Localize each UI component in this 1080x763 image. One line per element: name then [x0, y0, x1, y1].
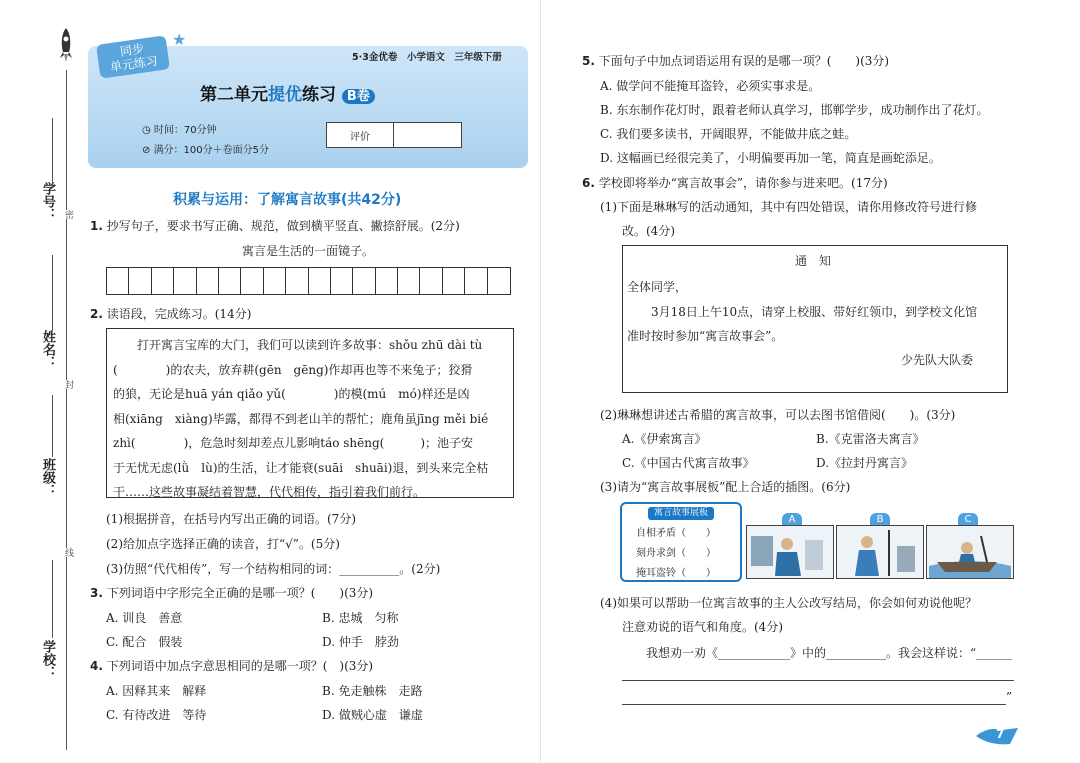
q5-number: 5.	[582, 54, 595, 68]
q6-sub2-option-b[interactable]: B.《克雷洛夫寓言》	[816, 432, 925, 446]
q6-sub4-prompt: 我想劝一劝《____________》中的__________。我会这样说：“______	[646, 646, 1013, 660]
passage-line: 的狼，无论是huā yán qiǎo yǔ( )的模(mú mó)样还是凶	[113, 387, 470, 401]
q4-text: 下列词语中加点字意思相同的是哪一项？( )(3分)	[106, 659, 374, 673]
score-text: 满分：100分＋卷面分5分	[153, 145, 270, 156]
section-title: 积累与运用：了解寓言故事(共42分)	[173, 192, 402, 208]
time-text: 时间：70分钟	[153, 125, 217, 136]
q4-option-a[interactable]: A. 因释其来 解释	[106, 684, 207, 698]
q2-text: 读语段，完成练习。(14分)	[106, 307, 252, 321]
q3-option-c[interactable]: C. 配合 假装	[106, 635, 183, 649]
passage-line: ( )的农夫，放弃耕(gēn gēng)作却再也等不来兔子；狡猾	[113, 362, 473, 377]
evaluation-label: 评价	[327, 123, 394, 147]
answer-line-2[interactable]	[622, 704, 1006, 705]
picture-label-a: A	[782, 513, 802, 527]
q6-sub2: (2)琳琳想讲述古希腊的寓言故事，可以去图书馆借阅( )。(3分)	[600, 408, 956, 422]
seal-word-3: 线	[63, 548, 73, 557]
clock-icon: ◷	[142, 125, 154, 136]
check-circle-icon: ⊘	[142, 145, 154, 156]
title-part1: 第二单元	[200, 85, 268, 105]
q1-number: 1.	[90, 219, 103, 233]
class-line	[52, 395, 53, 457]
page-title	[200, 80, 375, 105]
q6-text: 学校即将举办“寓言故事会”，请你参与进来吧。(17分)	[598, 176, 888, 190]
tag-line-2: 单元练习	[109, 53, 159, 75]
q4-option-c[interactable]: C. 有待改进 等待	[106, 708, 207, 722]
q2-prompt	[90, 305, 251, 322]
page-fold-divider	[540, 0, 541, 763]
name-label: 姓名：	[40, 330, 55, 369]
q3-option-b[interactable]: B. 忠城 匀称	[322, 611, 399, 625]
name-line	[52, 255, 53, 330]
q5-option-d[interactable]: D. 这幅画已经很完美了，小明偏要再加一笔，简直是画蛇添足。	[600, 151, 941, 165]
class-label: 班级：	[40, 458, 55, 497]
activity-notice	[622, 245, 1008, 393]
b-paper-badge: B卷	[342, 89, 375, 104]
passage-line: 打开寓言宝库的大门，我们可以读到许多故事：shǒu zhū dài tù	[113, 338, 483, 352]
q1-prompt	[90, 217, 460, 234]
q3-text: 下列词语中字形完全正确的是哪一项？( )(3分)	[106, 586, 374, 600]
page-number: 7	[996, 727, 1005, 741]
q6-sub2-option-a[interactable]: A.《伊索寓言》	[622, 432, 707, 446]
passage-line: 相(xiāng xiàng)毕露，都得不到老山羊的帮忙；鹿角虽jīng měi bié	[113, 411, 489, 426]
picture-label-c: C	[958, 513, 978, 527]
student-id-line	[52, 118, 53, 188]
evaluation-field[interactable]	[394, 123, 461, 147]
q6-sub1-line2: 改。(4分)	[622, 224, 675, 238]
q2-sub1: (1)根据拼音，在括号内写出正确的词语。(7分)	[106, 512, 356, 526]
q4-option-d[interactable]: D. 做贼心虚 谦虚	[322, 708, 423, 722]
picture-label-b: B	[870, 513, 890, 527]
binding-line	[66, 70, 67, 750]
notice-title: 通 知	[795, 254, 832, 268]
q6-sub1-line1: (1)下面是琳琳写的活动通知，其中有四处错误，请你用修改符号进行修	[600, 200, 978, 214]
board-item[interactable]: 刻舟求剑（ ）	[636, 548, 716, 559]
board-item[interactable]: 自相矛盾（ ）	[636, 528, 716, 539]
q3-option-a[interactable]: A. 训良 善意	[106, 611, 183, 625]
passage-line: 于无忧无虑(lǜ lù)的生活，让才能衰(suāi shuāi)退，到头来完全枯	[113, 460, 489, 475]
q6-sub4-line1: (4)如果可以帮助一位寓言故事的主人公改写结局，你会如何劝说他呢？	[600, 596, 978, 610]
star-icon: ★	[172, 30, 187, 49]
title-part2: 练习	[302, 85, 336, 105]
q3-prompt	[90, 584, 373, 601]
q5-option-c[interactable]: C. 我们要多读书，开阔眼界，不能做井底之蛙。	[600, 127, 857, 141]
student-id-label: 学号：	[40, 182, 55, 221]
illustration-c	[926, 525, 1014, 579]
seal-word-2: 封	[63, 380, 73, 389]
story-board-title: 寓言故事展板	[648, 507, 714, 520]
page-number-badge	[974, 724, 1020, 746]
tag-line-1: 同步	[119, 41, 145, 59]
story-board-panel	[620, 502, 742, 582]
q6-sub3: (3)请为“寓言故事展板”配上合适的插图。(6分)	[600, 480, 851, 494]
q3-number: 3.	[90, 586, 103, 600]
q4-number: 4.	[90, 659, 103, 673]
passage-line: 干……这些故事凝结着智慧，代代相传，指引着我们前行。	[113, 485, 426, 499]
q3-option-d[interactable]: D. 仲手 脖劲	[322, 635, 399, 649]
q1-sentence: 寓言是生活的一面镜子。	[242, 244, 375, 258]
closing-quote: ”	[1006, 690, 1013, 704]
q6-sub2-option-d[interactable]: D.《拉封丹寓言》	[816, 456, 914, 470]
board-item[interactable]: 掩耳盗铃（ ）	[636, 568, 716, 579]
q6-sub4-line2: 注意劝说的语气和角度。(4分)	[622, 620, 783, 634]
q6-number: 6.	[582, 176, 595, 190]
q1-writing-grid[interactable]	[106, 267, 511, 295]
q5-option-b[interactable]: B. 东东制作花灯时，跟着老师认真学习，邯郸学步，成功制作出了花灯。	[600, 103, 989, 117]
q5-text: 下面句子中加点词语运用有误的是哪一项？( )(3分)	[598, 54, 890, 68]
school-line	[52, 560, 53, 638]
series-label: 5·3金优卷 小学语文 三年级下册	[352, 52, 502, 63]
q6-prompt	[582, 174, 888, 191]
notice-signature: 少先队大队委	[901, 353, 974, 367]
rocket-icon	[58, 28, 74, 62]
q4-prompt	[90, 657, 373, 674]
passage-line: zhì( )，危急时刻却差点儿影响táo shēng( )；池子安	[113, 436, 474, 450]
q5-prompt	[582, 52, 889, 69]
school-label: 学校：	[40, 640, 55, 679]
q1-text: 抄写句子，要求书写正确、规范，做到横平竖直、撇捺舒展。(2分)	[106, 219, 460, 233]
q6-sub2-option-c[interactable]: C.《中国古代寓言故事》	[622, 456, 755, 470]
time-info	[142, 121, 217, 136]
q2-passage	[106, 328, 514, 498]
answer-line-1[interactable]	[622, 680, 1014, 681]
q2-sub3: (3)仿照“代代相传”，写一个结构相同的词：__________。(2分)	[106, 562, 441, 576]
illustration-b	[836, 525, 924, 579]
notice-salutation: 全体同学，	[627, 280, 688, 294]
score-info	[142, 141, 269, 156]
notice-body-2: 准时按时参加“寓言故事会”。	[627, 329, 784, 343]
evaluation-box	[326, 122, 462, 148]
q4-option-b[interactable]: B. 免走触株 走路	[322, 684, 423, 698]
title-accent: 提优	[268, 85, 302, 105]
q2-number: 2.	[90, 307, 103, 321]
illustration-a	[746, 525, 834, 579]
seal-word-1: 密	[63, 210, 73, 219]
q5-option-a[interactable]: A. 做学问不能掩耳盗铃，必须实事求是。	[600, 79, 821, 93]
q2-sub2: (2)给加点字选择正确的读音，打“√”。(5分)	[106, 537, 340, 551]
notice-body-1: 3月18日上午10点，请穿上校服、带好红领巾，到学校文化馆	[627, 305, 978, 319]
